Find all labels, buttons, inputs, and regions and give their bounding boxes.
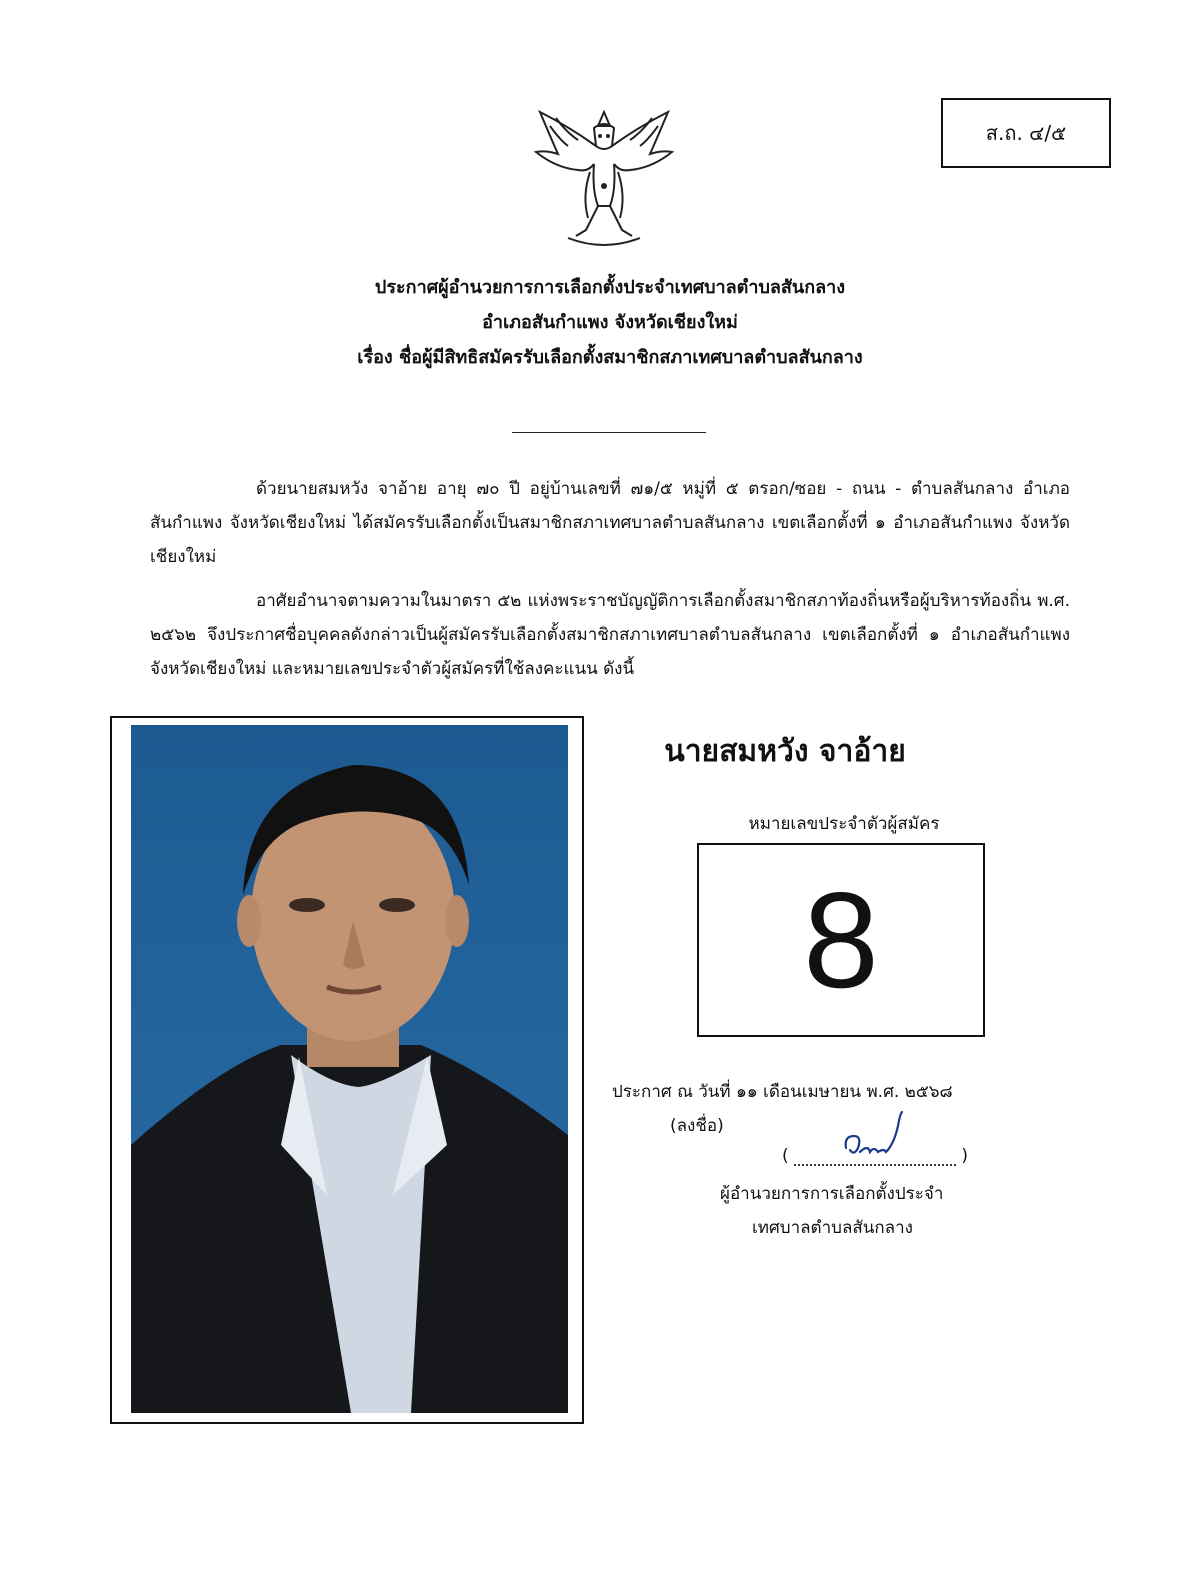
body-paragraph-1: ด้วยนายสมหวัง จาอ้าย อายุ ๗๐ ปี อยู่บ้านเลขที่ ๗๑/๕ หมู่ที่ ๕ ตรอก/ซอย - ถนน - ตำบลสันกลาง อำเภอสันกำแพง จังหวัดเชียงใหม่ ได้สมัครรับเลือกตั้งเป็นสมาชิกสภาเทศบาลตำบลสันกลาง เขตเลือกตั้งที่ ๑ อำเภอสันกำแพง จังหวัดเชียงใหม่ [150, 479, 1070, 567]
signed-label: (ลงชื่อ) [670, 1116, 724, 1136]
announcement-date: ประกาศ ณ วันที่ ๑๑ เดือนเมษายน พ.ศ. ๒๕๖๘ [612, 1082, 953, 1102]
garuda-emblem [528, 106, 680, 252]
candidate-number: 8 [803, 864, 879, 1016]
form-code: ส.ถ. ๔/๕ [985, 121, 1067, 145]
title-divider [512, 432, 706, 433]
handwritten-signature [840, 1108, 910, 1168]
candidate-number-label: หมายเลขประจำตัวผู้สมัคร [748, 814, 940, 834]
official-position-line1: ผู้อำนวยการการเลือกตั้งประจำ [720, 1184, 944, 1204]
signature-paren-close: ) [961, 1146, 968, 1166]
body-paragraph-2: อาศัยอำนาจตามความในมาตรา ๕๒ แห่งพระราชบัญญัติการเลือกตั้งสมาชิกสภาท้องถิ่นหรือผู้บริหารท้องถิ่น พ.ศ. ๒๕๖๒ จึงประกาศชื่อบุคคลดังกล่าวเป็นผู้สมัครรับเลือกตั้งสมาชิกสภาเทศบาลตำบลสันกลาง เขตเลือกตั้งที่ ๑ อำเภอสันกำแพง จังหวัดเชียงใหม่ และหมายเลขประจำตัวผู้สมัครที่ใช้ลงคะแนน ดังนี้ [150, 591, 1070, 679]
candidate-name: นายสมหวัง จาอ้าย [664, 734, 906, 769]
announcement-subject: เรื่อง ชื่อผู้มีสิทธิสมัครรับเลือกตั้งสมาชิกสภาเทศบาลตำบลสันกลาง [357, 347, 863, 368]
candidate-photo [131, 725, 568, 1413]
candidate-number-box [697, 843, 985, 1037]
signature-paren-open: ( [782, 1146, 789, 1166]
form-code-box [941, 98, 1111, 168]
announcement-title: ประกาศผู้อำนวยการการเลือกตั้งประจำเทศบาลตำบลสันกลาง [374, 277, 846, 298]
official-position-line2: เทศบาลตำบลสันกลาง [752, 1218, 913, 1238]
announcement-location: อำเภอสันกำแพง จังหวัดเชียงใหม่ [482, 312, 738, 333]
